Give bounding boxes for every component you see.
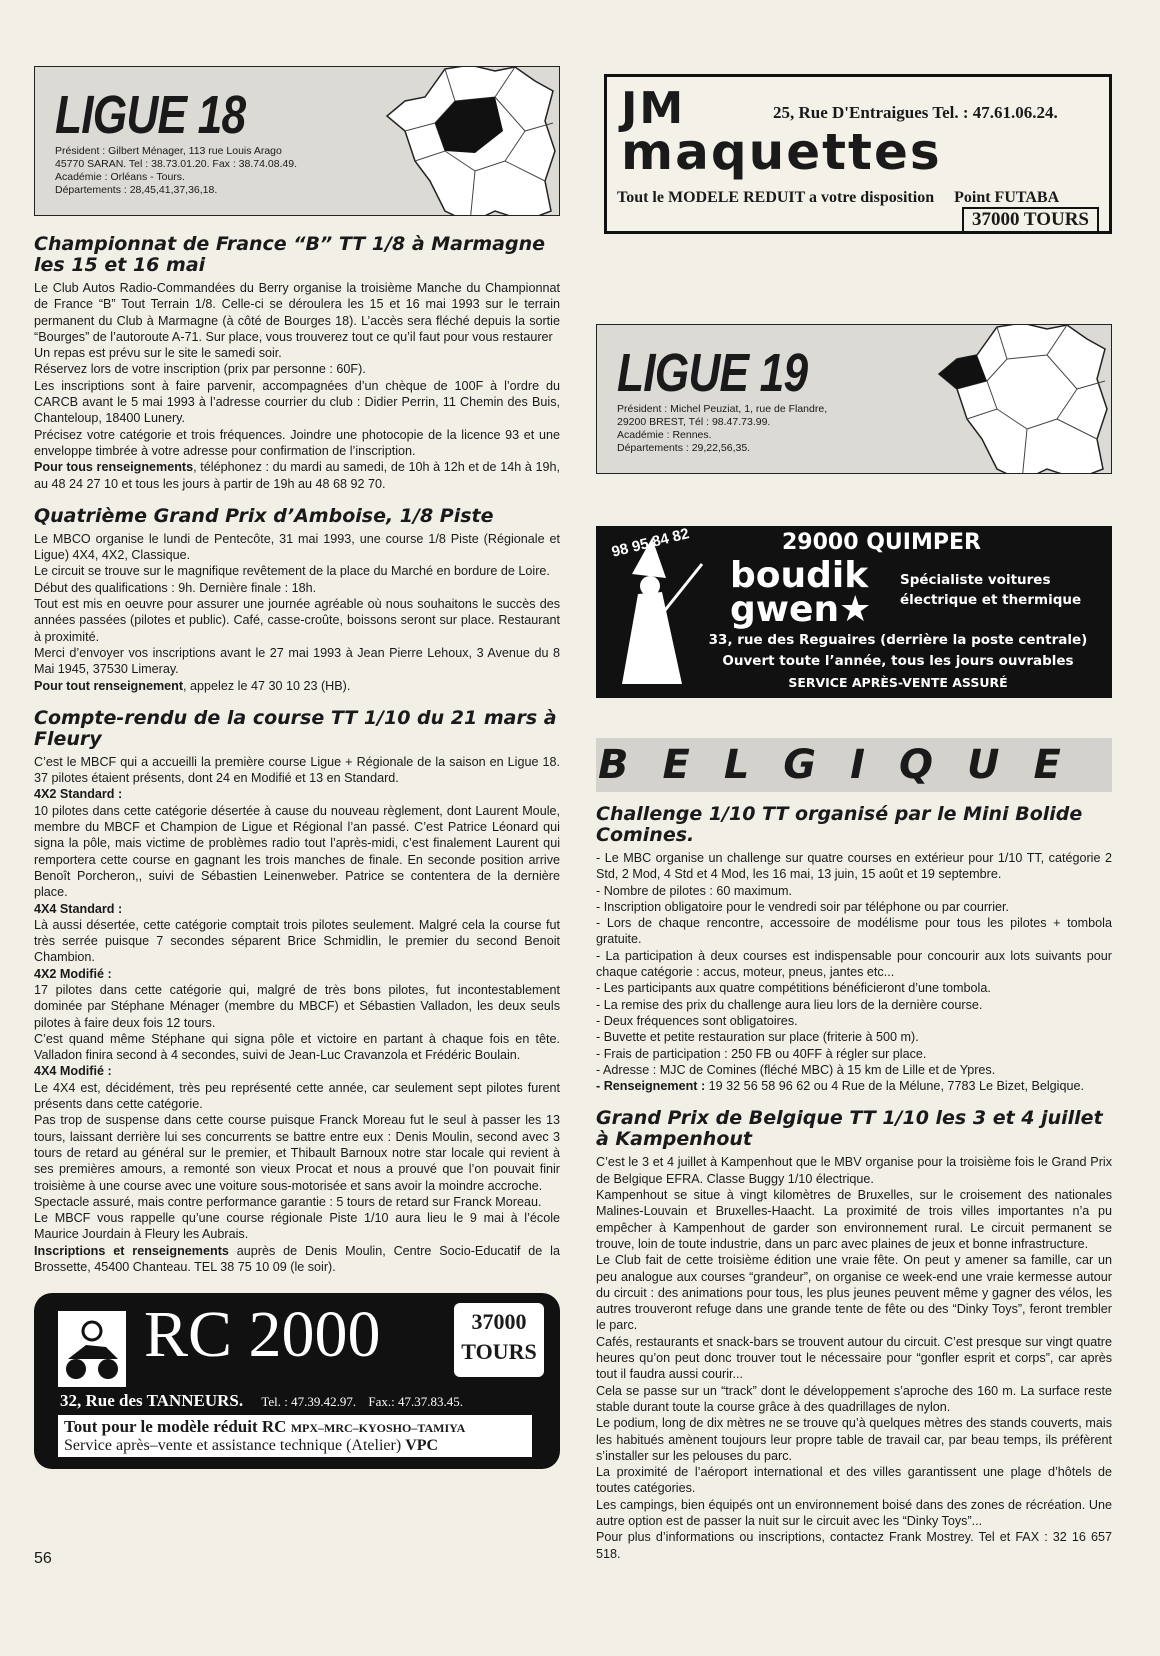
- article: [34, 234, 560, 492]
- article: [34, 708, 560, 1276]
- jm-tagline: Tout le MODELE REDUIT a votre disposition: [617, 189, 935, 206]
- article-paragraph: [34, 1112, 560, 1193]
- boudik-city: 29000 QUIMPER: [782, 530, 981, 555]
- rc2000-line2: Service après–vente et assistance technique (Atelier): [64, 1437, 402, 1455]
- rc2000-city-code: 37000: [471, 1309, 527, 1335]
- article-paragraph: [34, 596, 560, 645]
- ligue18-line: 45770 SARAN. Tel : 38.73.01.20. Fax : 38.74.08.49.: [55, 158, 298, 170]
- article-paragraph: [596, 1154, 1112, 1187]
- article-paragraph: [596, 1046, 1112, 1062]
- jm-maquettes-ad: [604, 74, 1112, 234]
- boudik-phone: 98 95 84 82: [609, 525, 691, 561]
- article-paragraph: [596, 1062, 1112, 1078]
- paragraph-text: - Inscription obligatoire pour le vendredi soir par téléphone ou par courrier.: [596, 899, 1010, 914]
- boudik-gwen-ad: [596, 526, 1112, 698]
- rc2000-city-badge: [454, 1303, 544, 1377]
- boudik-speciality2: électrique et thermique: [900, 592, 1082, 608]
- article-title: Challenge 1/10 TT organisé par le Mini Bolide Comines.: [596, 803, 1083, 846]
- paragraph-text: C’est quand même Stéphane qui signa pôle et victoire en partant à chaque fois en tête. Valladon finira second à 4 secondes, suivi de Jean-Luc Cravanzola et Frédéric Boulain.: [34, 1031, 560, 1063]
- boudik-name1: boudik: [730, 555, 869, 596]
- paragraph-text: Les inscriptions sont à faire parvenir, accompagnées d’un chèque de 100F à l’ordre du CARCB avant le 5 mai 1993 à l’adresse courrier du club : Didier Perrin, 11 Chemin des Buis, Chanteloup, 18400 Lunery.: [34, 378, 560, 426]
- article-paragraph: [596, 1013, 1112, 1029]
- article-paragraph: [596, 1078, 1112, 1094]
- article-body: [34, 531, 560, 694]
- paragraph-text: Le Club fait de cette troisième édition une vraie fête. On peut y amener sa famille, car un peu analogue aux courses “grandeur”, on organise ce week-end une vraie kermesse autour du circuit : des animations pour tous, les plus jeunes peuvent même y gagner des vélos, les autres trouveront refuge dans une grande tente de fête ou des “Dinky Toys”, feront trembler le parc.: [596, 1253, 1112, 1333]
- right-column: [596, 74, 1112, 1562]
- rc2000-services: [58, 1415, 532, 1457]
- jm-point-futaba: Point FUTABA: [954, 189, 1060, 206]
- paragraph-bold-lead: Pour tous renseignements: [34, 460, 194, 475]
- article-title: Quatrième Grand Prix d’Amboise, 1/8 Piste: [34, 504, 494, 527]
- paragraph-text: C’est le MBCF qui a accueilli la première course Ligue + Régionale de la saison en Ligue 18. 37 pilotes étaient présents, dont 24 en Modifié et 13 en Standard.: [34, 754, 560, 786]
- paragraph-text: 19 32 56 58 96 62 ou 4 Rue de la Mélune, 7783 Le Bizet, Belgique.: [705, 1079, 1084, 1094]
- article-paragraph: [596, 1529, 1112, 1562]
- paragraph-text: - Les participants aux quatre compétitions bénéficieront d’une tombola.: [596, 981, 991, 996]
- article-paragraph: [34, 678, 560, 694]
- article-paragraph: [34, 580, 560, 596]
- boudik-name2: gwen★: [730, 589, 872, 630]
- article-paragraph: [34, 982, 560, 1031]
- paragraph-text: Là aussi désertée, cette catégorie comptait trois pilotes seulement. Malgré cela la course fut très serrée puisque 7 secondes séparent Brice Schmidlin, le premier du second Benoit Chambion.: [34, 917, 560, 965]
- paragraph-bold-lead: 4X2 Modifié :: [34, 966, 112, 981]
- article: [596, 1108, 1112, 1561]
- paragraph-text: , téléphonez : du mardi au samedi, de 10h à 12h et de 14h à 19h, au 48 24 27 10 et tous les jours à partir de 19h au 48 68 92 70.: [34, 460, 560, 491]
- article-body: [596, 1154, 1112, 1561]
- article-paragraph: [34, 459, 560, 492]
- paragraph-text: , appelez le 47 30 10 23 (HB).: [183, 678, 351, 693]
- jm-logo-bottom: maquettes: [621, 123, 942, 181]
- paragraph-text: Spectacle assuré, mais contre performance garantie : 5 tours de retard sur Franck Moreau.: [34, 1194, 542, 1209]
- jm-tel: Tel. : 47.61.06.24.: [932, 103, 1058, 122]
- rc2000-line1: Tout pour le modèle réduit RC: [64, 1417, 287, 1437]
- jm-city: 37000 TOURS: [962, 207, 1099, 233]
- rc2000-city: TOURS: [461, 1339, 537, 1365]
- article-paragraph: [34, 378, 560, 427]
- article-paragraph: [596, 883, 1112, 899]
- paragraph-text: Cela se passe sur un “track” dont le développement s’aproche des 160 m. La surface reste stable durant toute la course grâce à des quadrillages de nylon.: [596, 1383, 1112, 1414]
- boudik-speciality: [900, 570, 1081, 610]
- article-paragraph: [596, 1415, 1112, 1464]
- ligue19-line: Académie : Rennes.: [617, 429, 712, 441]
- paragraph-text: La proximité de l’aéroport international et des villes garantissent une plage d’hôtels de toutes catégories.: [596, 1465, 1112, 1496]
- article-paragraph: [596, 915, 1112, 948]
- article-paragraph: [596, 1334, 1112, 1383]
- ligue18-line: Académie : Orléans - Tours.: [55, 171, 185, 183]
- paragraph-text: auprès de Denis Moulin, Centre Socio-Educatif de la Brossette, 45400 Chanteau. TEL 38 75 10 09 (le soir).: [34, 1243, 560, 1275]
- left-column: [34, 66, 560, 1469]
- article-paragraph: [34, 1243, 560, 1276]
- paragraph-text: - Frais de participation : 250 FB ou 40FF à régler sur place.: [596, 1046, 927, 1061]
- paragraph-text: - Lors de chaque rencontre, accessoire de modélisme pour tous les pilotes + tombola gratuite.: [596, 916, 1112, 947]
- ligue18-line: Départements : 28,45,41,37,36,18.: [55, 184, 218, 196]
- rc2000-address: 32, Rue des TANNEURS.: [60, 1391, 244, 1411]
- article-title: Compte-rendu de la course TT 1/10 du 21 mars à Fleury: [34, 706, 557, 750]
- paragraph-text: C’est le 3 et 4 juillet à Kampenhout que le MBV organise pour la troisième fois le Grand Prix de Belgique EFRA. Classe Buggy 1/10 électrique.: [596, 1155, 1112, 1186]
- jm-address: 25, Rue D'Entraigues: [773, 103, 929, 122]
- paragraph-text: Le MBCF vous rappelle qu’une course régionale Piste 1/10 aura lieu le 9 mai à l’école Maurice Jourdain à Fleury les Aubrais.: [34, 1211, 560, 1242]
- paragraph-text: Pas trop de suspense dans cette course puisque Franck Moreau fut le seul à passer les 13 tours, laissant derrière lui ses concurrents se battre entre eux : Denis Moulin, second avec 3 tours de retard au général sur le premier, et Thibault Barnoux notre star locale qui revient à ses premières amours, a remonté son vieux Procat et nous a prouvé que l’on pouvait finir troisième à une course avec une voiture sous-motorisée et sans avoir la moindre accroche.: [34, 1113, 560, 1193]
- paragraph-text: Précisez votre catégorie et trois fréquences. Joindre une photocopie de la licence 93 et une enveloppe timbrée à votre adresse pour confirmation de l’inscription.: [34, 427, 560, 458]
- article-paragraph: [596, 1187, 1112, 1252]
- paragraph-text: Les campings, bien équipés ont un environnement boisé dans des zones de récréation. Une autre option est de passer la nuit sur le circuit avec les “Dinky Toys”...: [596, 1497, 1112, 1528]
- article-paragraph: [596, 1029, 1112, 1045]
- right-articles: [596, 804, 1112, 1562]
- paragraph-text: Cafés, restaurants et snack-bars se trouvent autour du circuit. C’est presque sur vingt quatre heures qu’on peut donc trouver tout le nécessaire pour “gonfler esprit et corps”, car après tout il faudra aussi courir...: [596, 1334, 1112, 1382]
- jm-tagline-row: [617, 189, 1059, 207]
- article-paragraph: [34, 786, 560, 802]
- article-paragraph: [34, 1080, 560, 1113]
- article-paragraph: [596, 997, 1112, 1013]
- paragraph-text: Le Club Autos Radio-Commandées du Berry organise la troisième Manche du Championnat de France “B” Tout Terrain 1/8. Celle-ci se déroulera les 15 et 16 mai 1993 sur le terrain permanent du Club à Marmagne (à côté de Bourges 18). L’accès sera fléché depuis la sortie “Bourges” de l’autoroute A-71. Sur place, vous trouverez tout ce qu’il faut pour vous restaurer: [34, 281, 560, 344]
- left-articles: [34, 234, 560, 1275]
- buggy-mascot-icon: [56, 1309, 128, 1389]
- paragraph-text: Le podium, long de dix mètres ne se trouve qu’à quelques mètres des stands couverts, mais les habitués amènent toujours leur propre table de travail car, par beau temps, ils préfèrent s’installer sur les pelouses du parc.: [596, 1416, 1112, 1463]
- article-paragraph: [34, 1194, 560, 1210]
- article-paragraph: [34, 531, 560, 564]
- article-paragraph: [34, 1031, 560, 1064]
- article-title: Championnat de France “B” TT 1/8 à Marmagne les 15 et 16 mai: [34, 233, 546, 276]
- ligue19-line: Départements : 29,22,56,35.: [617, 442, 751, 454]
- paragraph-text: Le 4X4 est, décidément, très peu représenté cette année, car seulement sept pilotes furent présents dans cette catégorie.: [34, 1080, 560, 1112]
- article: [596, 804, 1112, 1094]
- boudik-open: Ouvert toute l’année, tous les jours ouvrables: [722, 653, 1074, 669]
- paragraph-text: Réservez lors de votre inscription (prix par personne : 60F).: [34, 362, 366, 377]
- ligue18-title: LIGUE 18: [55, 85, 246, 145]
- paragraph-text: 17 pilotes dans cette catégorie qui, malgré de très bons pilotes, fut incontestablement dominée par Stéphane Ménager (membre du MBCF) et Sébastien Valladon, les deux seuls pilotes à faire deux fois 12 tours.: [34, 982, 560, 1030]
- article-paragraph: [34, 901, 560, 917]
- article-paragraph: [34, 966, 560, 982]
- ligue19-title: LIGUE 19: [617, 343, 808, 403]
- ligue19-line: 29200 BREST, Tél : 98.47.73.99.: [617, 416, 771, 428]
- ligue19-box: [596, 324, 1112, 474]
- belgique-title: BELGIQUE: [598, 742, 1095, 788]
- paragraph-text: Kampenhout se situe à vingt kilomètres de Bruxelles, sur le croisement des nationales Malines-Louvain et Bruxelles-Haacht. La proximité de trois villes importantes n’a pu empêcher à Kampenhout de garder son environnement rural. Le circuit permanent se trouve, loin de toute industrie, dans un parc avec plaines de jeux et bonne infrastructure.: [596, 1188, 1112, 1251]
- rc2000-contact: [60, 1391, 463, 1411]
- paragraph-text: Début des qualifications : 9h. Dernière finale : 18h.: [34, 580, 317, 595]
- article-paragraph: [34, 280, 560, 345]
- paragraph-bold-lead: 4X4 Modifié :: [34, 1064, 112, 1079]
- paragraph-text: - Deux fréquences sont obligatoires.: [596, 1013, 798, 1028]
- paragraph-bold-lead: 4X2 Standard :: [34, 787, 123, 802]
- rc2000-ad: [34, 1293, 560, 1469]
- article-body: [596, 850, 1112, 1094]
- article-paragraph: [596, 1497, 1112, 1530]
- article-paragraph: [34, 1063, 560, 1079]
- ligue18-box: [34, 66, 560, 216]
- article-body: [34, 754, 560, 1276]
- rc2000-vpc: VPC: [405, 1437, 439, 1455]
- paragraph-text: 10 pilotes dans cette catégorie désertée à cause du nouveau règlement, dont Laurent Moule, membre du MBCF et Champion de Ligue et Régional l’an passé. C’est Patrice Léonard qui signa la pôle, mais victime de problèmes radio tout l’après-midi, c’est finalement Laurent qui remportera cette course en gagnant les trois manches de finale. En seconde position arrive Benoît Porcheron,, suivi de Sébastien Leinenweber. Patrice se contentera de la dernière place.: [34, 803, 560, 900]
- article-paragraph: [596, 980, 1112, 996]
- article-paragraph: [34, 803, 560, 901]
- paragraph-bold-lead: Pour tout renseignement: [34, 678, 184, 693]
- article-paragraph: [596, 948, 1112, 981]
- paragraph-text: Le MBCO organise le lundi de Pentecôte, 31 mai 1993, une course 1/8 Piste (Régionale et Ligue) 4X4, 4X2, Classique.: [34, 531, 560, 563]
- paragraph-text: Merci d’envoyer vos inscriptions avant le 27 mai 1993 à Jean Pierre Lehoux, 3 Avenue du 8 Mai 1945, 37530 Limeray.: [34, 645, 560, 677]
- article-paragraph: [34, 361, 560, 377]
- jm-contact: [773, 103, 1058, 123]
- boudik-details: [686, 630, 1110, 693]
- ligue18-line: Président : Gilbert Ménager, 113 rue Louis Arago: [55, 145, 282, 157]
- article-title: Grand Prix de Belgique TT 1/10 les 3 et 4 juillet à Kampenhout: [596, 1107, 1103, 1151]
- article-paragraph: [34, 563, 560, 579]
- paragraph-text: - Le MBC organise un challenge sur quatre courses en extérieur pour 1/10 TT, catégorie 2 Std, 2 Mod, 4 Std et 4 Mod, les 16 mai, 13 juin, 15 août et 19 septembre.: [596, 851, 1112, 882]
- rc2000-fax: Fax.: 47.37.83.45.: [368, 1394, 463, 1410]
- ligue19-line: Président : Michel Peuziat, 1, rue de Flandre,: [617, 403, 828, 415]
- paragraph-text: Tout est mis en oeuvre pour assurer une journée agréable où nous souhaitons le succès des années passées (pilotes et public). Café, casse-croûte, boissons seront sur place. Restaurant à proximité.: [34, 597, 560, 644]
- rc2000-tel: Tel. : 47.39.42.97.: [261, 1394, 357, 1410]
- article-paragraph: [34, 645, 560, 678]
- article-paragraph: [34, 754, 560, 787]
- jm-logo-top: JM: [621, 83, 686, 134]
- boudik-speciality1: Spécialiste voitures: [900, 572, 1051, 588]
- article-paragraph: [596, 1252, 1112, 1333]
- article-paragraph: [34, 1210, 560, 1243]
- paragraph-text: Un repas est prévu sur le site le samedi soir.: [34, 346, 282, 361]
- article-paragraph: [34, 427, 560, 460]
- paragraph-text: - Nombre de pilotes : 60 maximum.: [596, 883, 792, 898]
- article-paragraph: [596, 1464, 1112, 1497]
- paragraph-text: Pour plus d’informations ou inscriptions, contactez Frank Mostrey. Tel et FAX : 32 16 657 518.: [596, 1530, 1112, 1561]
- paragraph-bold-lead: 4X4 Standard :: [34, 901, 123, 916]
- article-paragraph: [596, 1383, 1112, 1416]
- article-paragraph: [596, 899, 1112, 915]
- rc2000-brands: MPX–MRC–KYOSHO–TAMIYA: [290, 1421, 466, 1436]
- belgique-banner: [596, 738, 1112, 792]
- paragraph-text: - La remise des prix du challenge aura lieu lors de la dernière course.: [596, 997, 983, 1012]
- article-paragraph: [596, 850, 1112, 883]
- article-body: [34, 280, 560, 492]
- article-paragraph: [34, 917, 560, 966]
- boudik-service: SERVICE APRÈS-VENTE ASSURÉ: [788, 675, 1008, 690]
- article-paragraph: [34, 345, 560, 361]
- boudik-address: 33, rue des Reguaires (derrière la poste centrale): [708, 632, 1088, 648]
- paragraph-bold-lead: - Renseignement :: [596, 1079, 706, 1094]
- paragraph-text: - Buvette et petite restauration sur place (friterie à 500 m).: [596, 1030, 919, 1045]
- rc2000-name: RC 2000: [144, 1298, 381, 1372]
- paragraph-text: - Adresse : MJC de Comines (fléché MBC) à 15 km de Lille et de Ypres.: [596, 1062, 996, 1077]
- page-number: 56: [34, 1550, 52, 1567]
- paragraph-bold-lead: Inscriptions et renseignements: [34, 1243, 229, 1258]
- paragraph-text: - La participation à deux courses est indispensable pour concourir aux lots suivants pour chaque catégorie : accus, moteur, pneus, jantes etc...: [596, 948, 1112, 980]
- paragraph-text: Le circuit se trouve sur le magnifique revêtement de la place du Marché en bordure de Loire.: [34, 564, 550, 579]
- article: [34, 506, 560, 694]
